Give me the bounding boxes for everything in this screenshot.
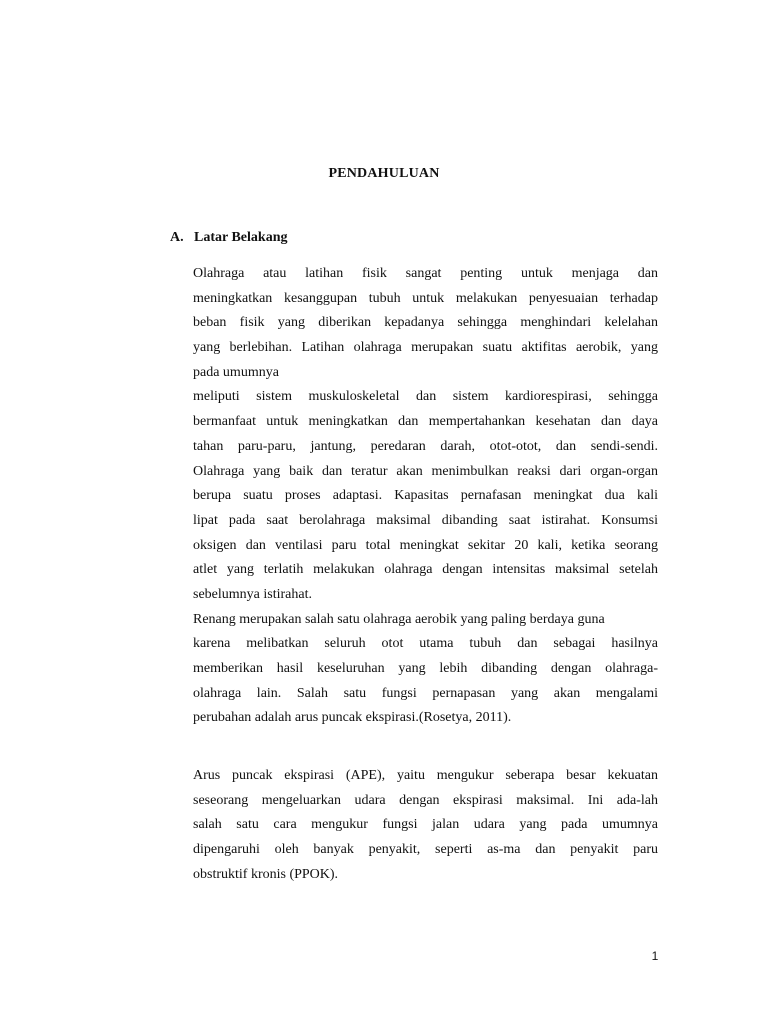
text-line: atlet yang terlatih melakukan olahraga dengan intensitas maksimal setelah <box>193 562 658 578</box>
text-line: yang berlebihan. Latihan olahraga merupakan suatu aktifitas aerobik, yang <box>193 340 658 356</box>
text-line: Olahraga atau latihan fisik sangat penting untuk menjaga dan <box>193 266 658 281</box>
section-heading <box>170 228 287 248</box>
text-line: lipat pada saat berolahraga maksimal dibanding saat istirahat. Konsumsi <box>193 512 658 528</box>
text-line: Olahraga yang baik dan teratur akan menimbulkan reaksi dari organ-organ <box>193 463 658 479</box>
section-number: A. <box>170 230 184 245</box>
text-line: meliputi sistem muskuloskeletal dan sistem kardiorespirasi, sehingga <box>193 389 658 405</box>
text-line: berupa suatu proses adaptasi. Kapasitas pernafasan meningkat dua kali <box>193 488 658 504</box>
text-line: oksigen dan ventilasi paru total meningkat sekitar 20 kali, ketika seorang <box>193 537 658 553</box>
text-line: olahraga lain. Salah satu fungsi pernapasan yang akan mengalami <box>193 685 658 701</box>
text-line: tahan paru-paru, jantung, peredaran darah, otot-otot, dan sendi-sendi. <box>193 438 658 454</box>
text-line: obstruktif kronis (PPOK). <box>193 866 339 882</box>
text-line: Arus puncak ekspirasi (APE), yaitu mengukur seberapa besar kekuatan <box>193 768 658 783</box>
text-line: meningkatkan kesanggupan tubuh untuk melakukan penyesuaian terhadap <box>193 290 658 306</box>
section-title: Latar Belakang <box>194 230 288 245</box>
text-line: bermanfaat untuk meningkatkan dan mempertahankan kesehatan dan daya <box>193 414 658 430</box>
paragraph-2 <box>193 764 658 887</box>
text-line: salah satu cara mengukur fungsi jalan udara yang pada umumnya <box>193 817 658 833</box>
text-line: seseorang mengeluarkan udara dengan ekspirasi maksimal. Ini ada-lah <box>193 792 658 808</box>
paragraph-1 <box>193 262 658 731</box>
page-title: PENDAHULUAN <box>328 166 440 181</box>
text-line: Renang merupakan salah satu olahraga aerobik yang paling berdaya guna <box>193 611 605 627</box>
text-line: perubahan adalah arus puncak ekspirasi.(Rosetya, 2011). <box>193 710 512 726</box>
text-line: sebelumnya istirahat. <box>193 586 312 602</box>
text-line: dipengaruhi oleh banyak penyakit, seperti as-ma dan penyakit paru <box>193 842 658 858</box>
text-line: pada umumnya <box>193 364 279 380</box>
page-number: 1 <box>651 949 659 963</box>
text-line: memberikan hasil keseluruhan yang lebih dibanding dengan olahraga- <box>193 661 658 676</box>
text-line: karena melibatkan seluruh otot utama tubuh dan sebagai hasilnya <box>193 636 658 652</box>
text-line: beban fisik yang diberikan kepadanya sehingga menghindari kelelahan <box>193 315 658 331</box>
